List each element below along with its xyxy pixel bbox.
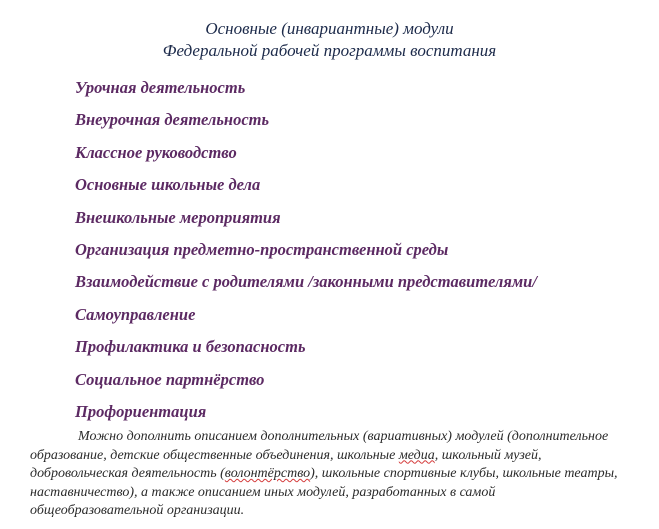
- note-word-media: медиа: [398, 447, 435, 463]
- module-item-class-management: Классное руководство: [75, 142, 237, 162]
- note-text-part-3: ), школьные спортивные клубы, школьные театры, наставничество), а также описанием иных модулей, разработанных в самой общеобразовательной организации.: [30, 466, 618, 518]
- module-item-main-school-events: Основные школьные дела: [75, 175, 261, 195]
- module-item-environment-organization: Организация предметно-пространственной среды: [75, 239, 449, 259]
- additional-modules-note: [30, 428, 630, 521]
- document-title-line-2: Федеральной рабочей программы воспитания: [162, 41, 497, 60]
- module-item-parent-interaction: Взаимодействие с родителями /законными представителями/: [75, 272, 537, 292]
- module-item-out-of-school-events: Внешкольные мероприятия: [75, 207, 281, 227]
- note-word-volunteer: волонтёрство: [224, 466, 311, 481]
- module-item-prevention-safety: Профилактика и безопасность: [75, 337, 306, 357]
- module-item-self-government: Самоуправление: [75, 304, 196, 324]
- module-list: [75, 76, 537, 432]
- module-item-extracurricular-activity: Внеурочная деятельность: [75, 110, 270, 130]
- document-title-line-1: Основные (инвариантные) модули: [205, 19, 454, 38]
- note-text-part-2: , школьный музей, добровольческая деятельность (: [30, 447, 542, 481]
- module-item-lesson-activity: Урочная деятельность: [75, 78, 246, 97]
- module-item-career-guidance: Профориентация: [75, 401, 207, 421]
- note-text-part-1: Можно дополнить описанием дополнительных (вариативных) модулей (дополнительное образование, детские общественные объединения, школьные: [30, 429, 609, 463]
- module-item-social-partnership: Социальное партнёрство: [75, 369, 265, 389]
